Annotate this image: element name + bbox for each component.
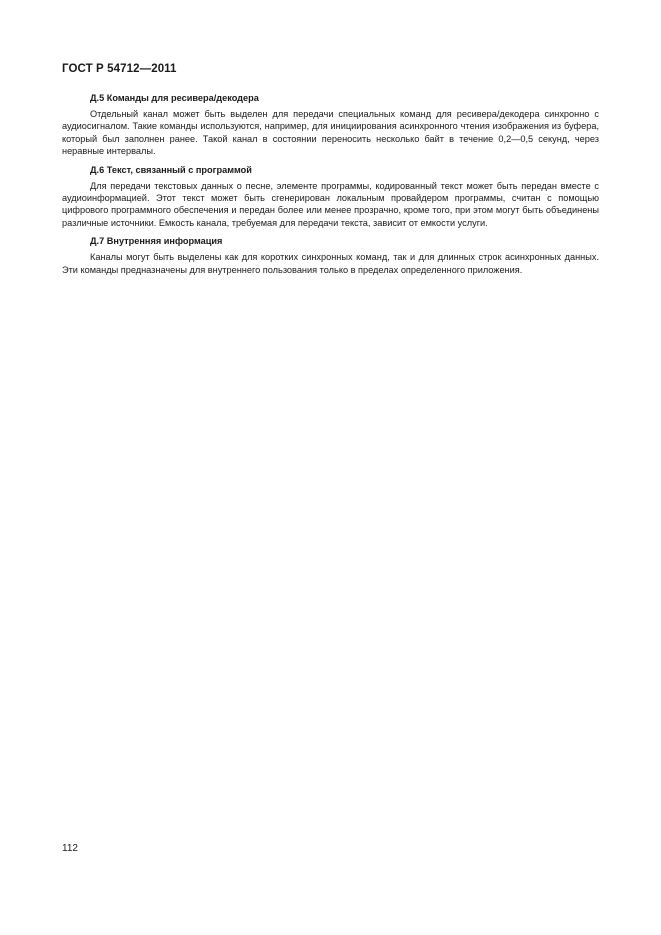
section-title: Д.6 Текст, связанный с программой (90, 164, 252, 175)
document-header: ГОСТ Р 54712—2011 (62, 63, 177, 75)
document-body (62, 92, 599, 282)
section-paragraph: Каналы могут быть выделены как для коротких синхронных команд, так и для длинных строк асинхронных данных. Эти команды предназначены для внутреннего пользования только в пределах определенного приложения. (62, 252, 599, 275)
section-d7 (62, 235, 599, 276)
section-title: Д.5 Команды для ресивера/декодера (90, 93, 259, 103)
section-title: Д.7 Внутренняя информация (90, 236, 223, 247)
section-d5 (62, 92, 599, 158)
section-d6 (62, 164, 599, 230)
section-paragraph: Отдельный канал может быть выделен для передачи специальных команд для ресивера/декодера синхронно с аудиосигналом. Такие команды используются, например, для инициирования асинхронного чтения изображения из буфера, который был заполнен ранее. Такой канал в состоянии переносить несколько байт в течение 0,2—0,5 секунд, через неравные интервалы. (62, 109, 599, 157)
page-number: 112 (62, 843, 78, 854)
section-paragraph: Для передачи текстовых данных о песне, элементе программы, кодированный текст может быть передан вместе с аудиоинформацией. Этот текст может быть сгенерирован локальным провайдером программы, считан с помощью цифрового программного обеспечения и передан более или менее прозрачно, кроме того, при этом могут быть объединены различные источники. Емкость канала, требуемая для передачи текста, зависит от емкости услуги. (62, 180, 599, 228)
